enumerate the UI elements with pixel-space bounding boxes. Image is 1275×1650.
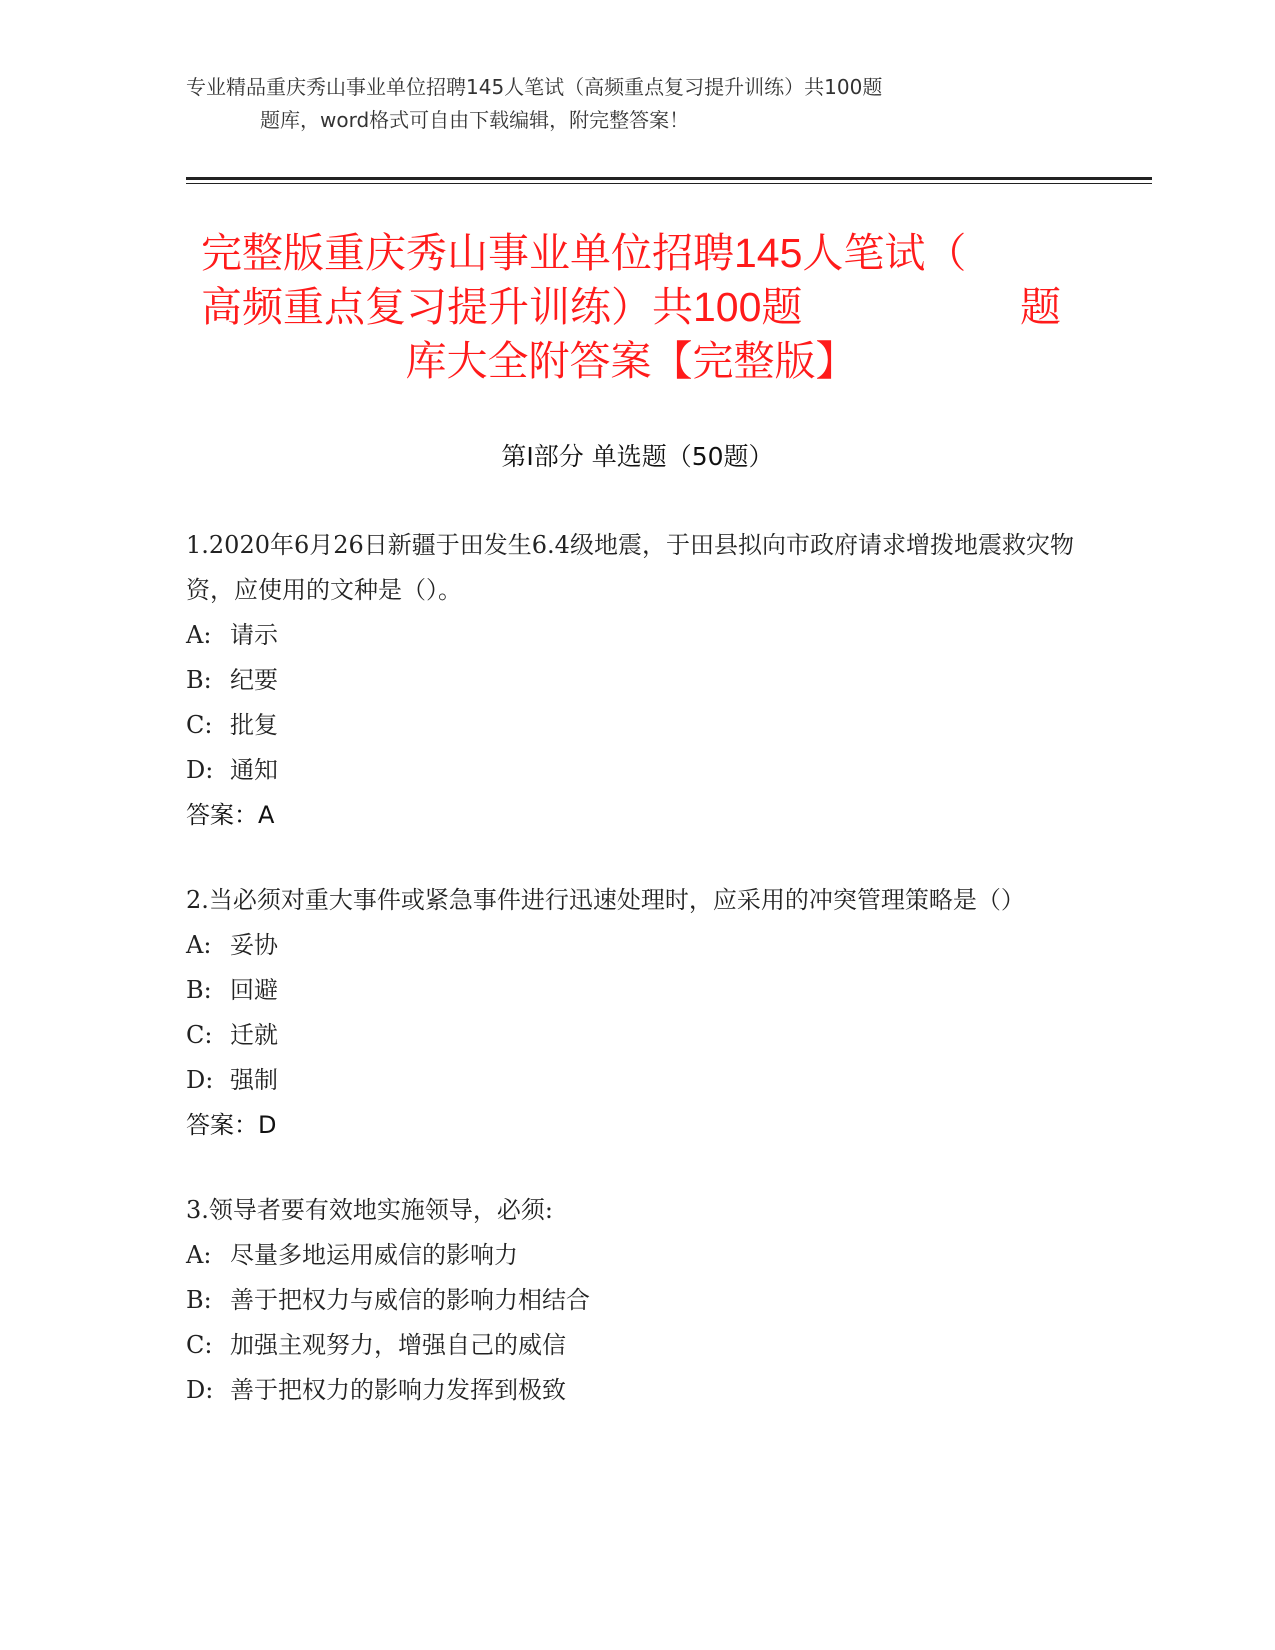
- option-key: B:: [186, 666, 212, 694]
- option-text: 善于把权力的影响力发挥到极致: [230, 1376, 566, 1404]
- option-key: D:: [186, 756, 214, 784]
- option-b: [186, 658, 1086, 703]
- option-d: [186, 1368, 1086, 1413]
- question-3: [186, 1188, 1086, 1413]
- question-1: [186, 523, 1086, 838]
- option-key: B:: [186, 1286, 212, 1314]
- option-a: [186, 613, 1086, 658]
- document-header: [186, 71, 1076, 137]
- title-line-1: 完整版重庆秀山事业单位招聘145人笔试（: [201, 230, 967, 276]
- option-text: 迁就: [230, 1021, 278, 1049]
- option-key: D:: [186, 1376, 214, 1404]
- option-text: 加强主观努力，增强自己的威信: [230, 1331, 566, 1359]
- header-line-2: 题库，word格式可自由下载编辑，附完整答案！: [260, 108, 690, 132]
- option-c: [186, 1323, 1086, 1368]
- header-rule-thick: [186, 177, 1152, 180]
- option-key: A:: [186, 621, 212, 649]
- option-b: [186, 1278, 1086, 1323]
- section-title: 第Ⅰ部分 单选题（50题）: [501, 442, 774, 471]
- option-text: 回避: [230, 976, 278, 1004]
- header-line-1: 专业精品重庆秀山事业单位招聘145人笔试（高频重点复习提升训练）共100题: [186, 75, 883, 99]
- question-stem: 1.2020年6月26日新疆于田发生6.4级地震，于田县拟向市政府请求增拨地震救灾物资，应使用的文种是（）。: [186, 531, 1074, 604]
- question-2: [186, 878, 1086, 1148]
- title-line-2-text: 高频重点复习提升训练）共100题: [201, 284, 803, 330]
- option-c: [186, 703, 1086, 748]
- header-rule-thin: [186, 183, 1152, 184]
- option-text: 纪要: [230, 666, 278, 694]
- option-key: A:: [186, 1241, 212, 1269]
- option-key: C:: [186, 1331, 213, 1359]
- question-list: [186, 523, 1086, 1453]
- answer-line: 答案：D: [186, 1111, 277, 1139]
- option-text: 批复: [230, 711, 278, 739]
- answer-line: 答案：A: [186, 801, 275, 829]
- option-text: 尽量多地运用威信的影响力: [230, 1241, 518, 1269]
- title-line-3: 库大全附答案【完整版】: [405, 338, 857, 384]
- document-title: [186, 226, 1061, 388]
- option-a: [186, 1233, 1086, 1278]
- title-line-2: [186, 280, 1061, 334]
- option-text: 妥协: [230, 931, 278, 959]
- question-stem: 2.当必须对重大事件或紧急事件进行迅速处理时，应采用的冲突管理策略是（）: [186, 886, 1025, 914]
- option-a: [186, 923, 1086, 968]
- option-c: [186, 1013, 1086, 1058]
- question-stem: 3.领导者要有效地实施领导，必须:: [186, 1196, 553, 1224]
- option-text: 通知: [230, 756, 278, 784]
- option-key: C:: [186, 711, 213, 739]
- option-text: 请示: [230, 621, 278, 649]
- option-b: [186, 968, 1086, 1013]
- option-text: 强制: [230, 1066, 278, 1094]
- option-key: C:: [186, 1021, 213, 1049]
- option-key: A:: [186, 931, 212, 959]
- option-d: [186, 748, 1086, 793]
- option-text: 善于把权力与威信的影响力相结合: [230, 1286, 590, 1314]
- option-key: B:: [186, 976, 212, 1004]
- title-line-2-tail: 题: [1020, 284, 1061, 330]
- option-key: D:: [186, 1066, 214, 1094]
- option-d: [186, 1058, 1086, 1103]
